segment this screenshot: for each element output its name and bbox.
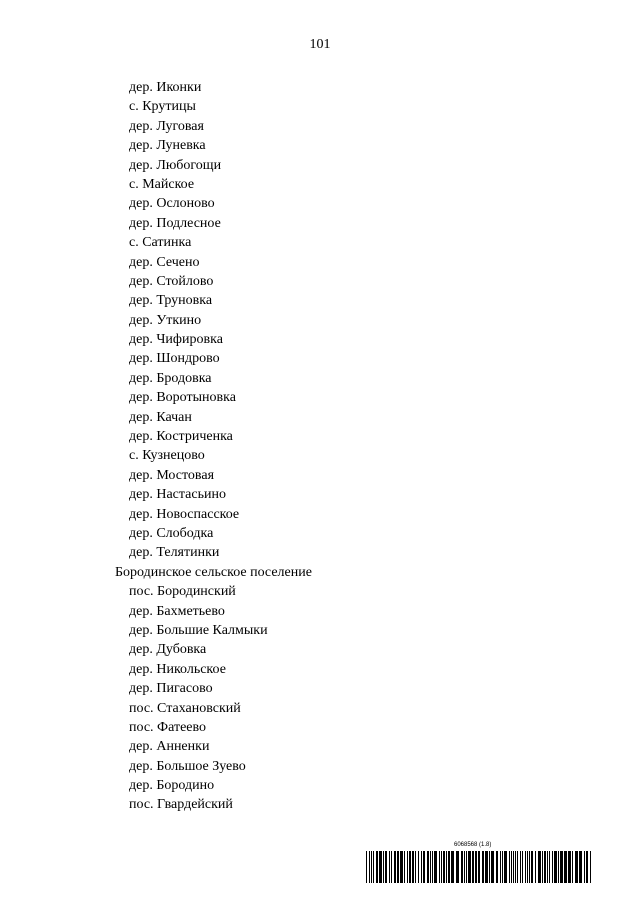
barcode-bar: [511, 851, 512, 883]
settlement-list-item: дер. Бродовка: [129, 370, 212, 386]
barcode-bar: [366, 851, 367, 883]
barcode-bar: [538, 851, 541, 883]
barcode-bar: [369, 851, 370, 883]
settlement-list-item: с. Майское: [129, 176, 195, 192]
barcode-block: [366, 842, 592, 886]
barcode-bar: [456, 851, 459, 883]
barcode-bar: [475, 851, 477, 883]
barcode-bar: [504, 851, 507, 883]
barcode-bar: [427, 851, 429, 883]
barcode-bar: [482, 851, 484, 883]
settlement-list-item: с. Крутицы: [129, 99, 196, 115]
settlement-list-item: дер. Бахметьево: [129, 603, 225, 619]
barcode-bar: [412, 851, 414, 883]
barcode-bar: [560, 851, 563, 883]
barcode-bar: [515, 851, 516, 883]
settlement-list-item: дер. Подлесное: [129, 215, 221, 231]
settlement-list-item: пос. Стахановский: [129, 700, 241, 716]
barcode-bar: [586, 851, 588, 883]
settlement-list-item: дер. Слободка: [129, 525, 214, 541]
settlement-list-item: дер. Любогощи: [129, 157, 222, 173]
barcode-bar: [531, 851, 533, 883]
barcode-bar: [407, 851, 408, 883]
barcode-bar: [385, 851, 387, 883]
settlement-list-item: с. Кузнецово: [129, 448, 205, 464]
barcode-bar: [491, 851, 494, 883]
barcode-bar: [468, 851, 471, 883]
barcode-bar: [441, 851, 442, 883]
settlement-list-item: дер. Новоспасское: [129, 506, 240, 522]
barcode-bar: [500, 851, 501, 883]
settlement-list-item: дер. Телятинки: [129, 545, 220, 561]
settlement-list-item: дер. Бородино: [129, 778, 215, 794]
barcode-bar: [432, 851, 433, 883]
barcode-bar: [522, 851, 523, 883]
settlement-list-item: дер. Качан: [129, 409, 192, 425]
settlement-list-item: дер. Сечено: [129, 254, 200, 270]
barcode-bar: [552, 851, 553, 883]
barcode-bar: [547, 851, 548, 883]
barcode-bar: [394, 851, 396, 883]
barcode-bar: [379, 851, 382, 883]
barcode-caption: 6068568 (1.8): [454, 842, 492, 848]
settlement-list-item: дер. Пигасово: [129, 681, 213, 697]
barcode-bar: [400, 851, 403, 883]
settlement-list-item: дер. Уткино: [129, 312, 202, 328]
barcode-bar: [568, 851, 571, 883]
barcode-bar: [527, 851, 528, 883]
barcode-bar: [415, 851, 416, 883]
barcode-bar: [590, 851, 591, 883]
barcode-bar: [383, 851, 384, 883]
settlement-list-item: дер. Шондрово: [129, 351, 220, 367]
settlement-list-item: дер. Анненки: [129, 739, 210, 755]
barcode-bar: [549, 851, 550, 883]
settlement-list-item: дер. Дубовка: [129, 642, 207, 658]
settlement-list-item: дер. Мостовая: [129, 467, 215, 483]
barcode-bar: [421, 851, 422, 883]
barcode-bar: [513, 851, 514, 883]
settlement-list-item: пос. Бородинский: [129, 584, 236, 600]
barcode-bar: [525, 851, 526, 883]
settlement-list-item: дер. Луговая: [129, 118, 204, 134]
barcode-bar: [517, 851, 518, 883]
barcode-bar: [443, 851, 445, 883]
barcode-bar: [373, 851, 374, 883]
barcode-bar: [434, 851, 437, 883]
settlement-list-item: пос. Фатеево: [129, 719, 207, 735]
barcode-bar: [439, 851, 440, 883]
barcode-bar: [423, 851, 425, 883]
barcode-bar: [472, 851, 474, 883]
barcode-bar: [502, 851, 503, 883]
barcode-bar: [409, 851, 411, 883]
barcode-bar: [448, 851, 450, 883]
barcode-bar: [489, 851, 490, 883]
barcode-bar: [572, 851, 573, 883]
barcode-bar: [485, 851, 488, 883]
settlement-list-item: с. Сатинка: [129, 235, 192, 251]
settlement-group-heading: Бородинское сельское поселение: [115, 564, 312, 580]
settlement-list: [0, 78, 640, 815]
barcode-image: [366, 851, 592, 883]
barcode-bar: [575, 851, 578, 883]
settlement-list-item: дер. Большие Калмыки: [129, 622, 268, 638]
barcode-bar: [496, 851, 498, 883]
settlement-list-item: дер. Труновка: [129, 293, 213, 309]
settlement-list-item: пос. Гвардейский: [129, 797, 233, 813]
settlement-list-item: дер. Ослоново: [129, 196, 215, 212]
barcode-bar: [509, 851, 510, 883]
barcode-bar: [418, 851, 419, 883]
barcode-bar: [584, 851, 585, 883]
settlement-list-item: дер. Луневка: [129, 138, 206, 154]
barcode-bar: [404, 851, 405, 883]
settlement-list-item: дер. Никольское: [129, 661, 226, 677]
barcode-bar: [389, 851, 390, 883]
barcode-bar: [371, 851, 372, 883]
barcode-bar: [430, 851, 431, 883]
settlement-list-item: дер. Стойлово: [129, 273, 214, 289]
barcode-bar: [544, 851, 546, 883]
settlement-list-item: дер. Настасьино: [129, 487, 226, 503]
barcode-bar: [376, 851, 378, 883]
barcode-bar: [466, 851, 467, 883]
page-number: 101: [309, 37, 331, 52]
barcode-bar: [558, 851, 559, 883]
barcode-bar: [461, 851, 463, 883]
barcode-bar: [478, 851, 480, 883]
barcode-bar: [542, 851, 543, 883]
settlement-list-item: дер. Чифировка: [129, 332, 223, 348]
barcode-bar: [520, 851, 521, 883]
barcode-bar: [564, 851, 567, 883]
barcode-bar: [554, 851, 557, 883]
barcode-bar: [535, 851, 536, 883]
settlement-list-item: дер. Костриченка: [129, 429, 233, 445]
barcode-bar: [391, 851, 392, 883]
settlement-list-item: дер. Воротыновка: [129, 390, 236, 406]
settlement-list-item: дер. Большое Зуево: [129, 758, 246, 774]
barcode-bar: [464, 851, 465, 883]
settlement-list-item: дер. Иконки: [129, 80, 202, 95]
barcode-bar: [529, 851, 530, 883]
barcode-bar: [397, 851, 399, 883]
barcode-bar: [446, 851, 447, 883]
barcode-bar: [451, 851, 454, 883]
barcode-bar: [579, 851, 582, 883]
